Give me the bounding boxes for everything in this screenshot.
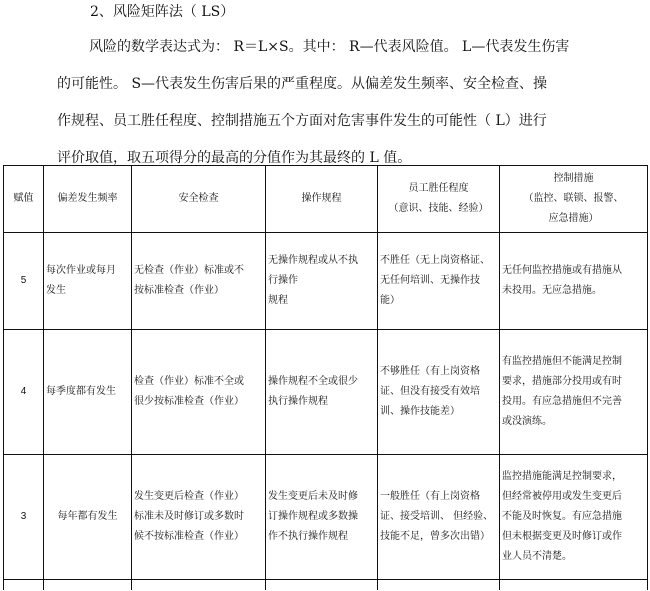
table-cell [378, 580, 500, 591]
risk-matrix-table [3, 165, 648, 590]
table-header-row [4, 166, 648, 233]
table-cell [44, 580, 132, 591]
table-cell: 无任何监控措施或有措施从 未投用。无应急措施。 [500, 233, 648, 330]
paragraph-line: 的可能性。 S—代表发生伤害后果的严重程度。从偏差发生频率、安全检查、操 [57, 76, 548, 92]
table-cell [266, 580, 378, 591]
paragraph-line: 评价取值，取五项得分的最高的分值作为其最终的 L 值。 [57, 150, 412, 166]
table-cell: 一般胜任（有上岗资格 证、接受培训、 但经验、 技能不足，曾多次出错） [378, 455, 500, 580]
table-cell [4, 580, 44, 591]
table-cell: 不胜任（无上岗资格证、 无任何培训、无操作技 能） [378, 233, 500, 330]
table-cell [500, 580, 648, 591]
table-cell: 每次作业或每月 发生 [44, 233, 132, 330]
table-cell: 无检查（作业）标准或不 按标准检查（作业） [132, 233, 266, 330]
header-staff-competence: 员工胜任程度 （意识、技能、经验） [378, 166, 500, 233]
table-cell: 发生变更后未及时修 订操作规程或多数操 作不执行操作规程 [266, 455, 378, 580]
table-row [4, 233, 648, 330]
section-heading: 2、风险矩阵法（ LS） [90, 4, 235, 20]
header-score: 赋值 [4, 166, 44, 233]
score-cell: 3 [4, 455, 44, 580]
header-safety-inspection: 安全检查 [132, 166, 266, 233]
table-cell: 发生变更后检查（作业） 标准未及时修订或多数时 候不按标准检查（作业） [132, 455, 266, 580]
table-cell: 监控措施能满足控制要求， 但经常被停用或发生变更后 不能及时恢复。有应急措施 但未根据变更及时修订或作 业人员不清楚。 [500, 455, 648, 580]
table-cell: 有监控措施但不能满足控制 要求，措施部分投用或有时 投用。有应急措施但不完善 或没演练。 [500, 330, 648, 455]
intro-paragraph [57, 37, 617, 185]
header-control-measures: 控制措施 （监控、联锁、报警、 应急措施） [500, 166, 648, 233]
table-cell: 每季度都有发生 [44, 330, 132, 455]
table-cell [132, 580, 266, 591]
table-cell: 操作规程不全或很少 执行操作规程 [266, 330, 378, 455]
table-cell: 不够胜任（有上岗资格 证、但没有接受有效培 训、操作技能差） [378, 330, 500, 455]
score-cell: 4 [4, 330, 44, 455]
header-deviation-frequency: 偏差发生频率 [44, 166, 132, 233]
table-row [4, 455, 648, 580]
table-row [4, 330, 648, 455]
score-cell: 5 [4, 233, 44, 330]
table-row-continued [4, 580, 648, 591]
header-operating-procedure: 操作规程 [266, 166, 378, 233]
table-cell: 检查（作业）标准不全或 很少按标准检查（作业） [132, 330, 266, 455]
paragraph-line: 作规程、员工胜任程度、控制措施五个方面对危害事件发生的可能性（ L）进行 [57, 113, 547, 129]
table-cell: 每年都有发生 [44, 455, 132, 580]
table-cell: 无操作规程或从不执 行操作 规程 [266, 233, 378, 330]
paragraph-line: 风险的数学表达式为： R＝L×S。其中： R—代表风险值。 L—代表发生伤害 [89, 39, 570, 55]
